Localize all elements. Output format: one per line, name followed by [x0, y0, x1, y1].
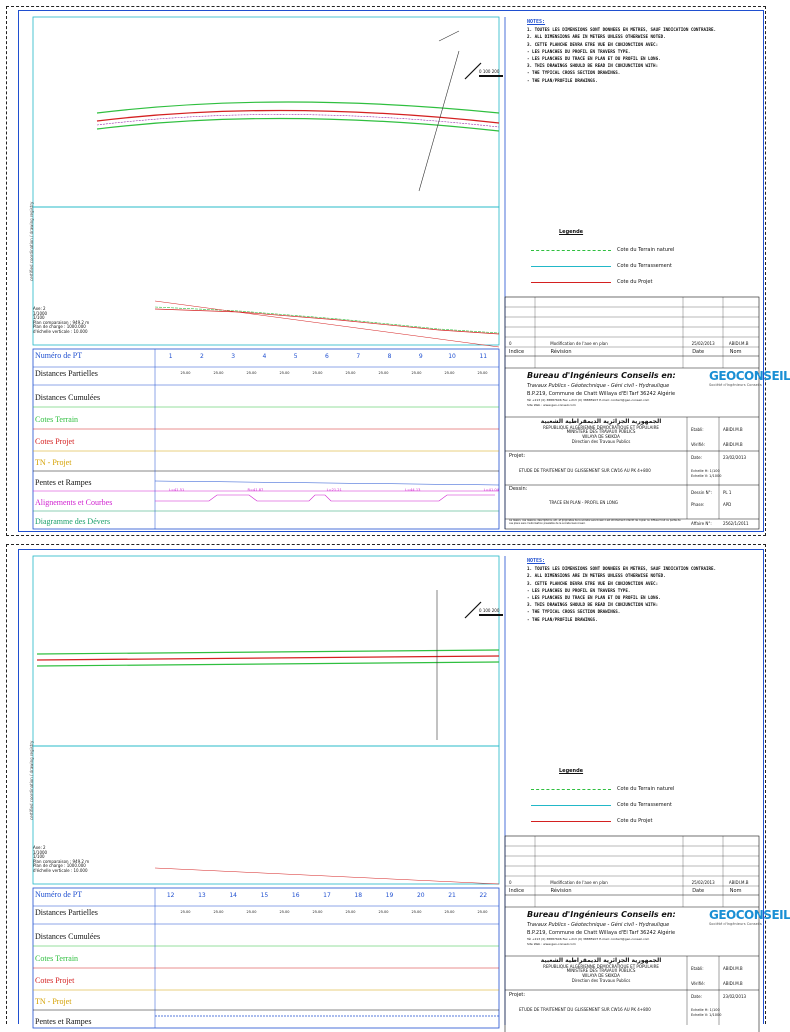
road-edge-right [37, 662, 499, 666]
project-title: ETUDE DE TRAITEMENT DU GLISSEMENT SUR CW16 AU PK 4+800 [519, 468, 651, 473]
point-numbers-2 [155, 892, 499, 899]
legend-item-earthworks: Cote du Terrassement [531, 802, 672, 808]
road-edge-right [97, 118, 499, 131]
row-label-alignments-curves: Alignements et Courbes [35, 498, 113, 507]
notes-block-1: NOTES: 1. TOUTES LES DIMENSIONS SONT DONNEES EN METRES, SAUF INDICATION CONTRAIRE. 2. ALL DIMENSIONS ARE IN METERS UNLESS OTHERWISE NOTED. 3. CETTE PLANCHE DEVRA ETRE VUE EN CONJONCTION AVEC: - LES PLANCHES DU PROFIL EN TRAVERS TYPE. - LES PLANCHES DU TRACE EN PLAN ET DU PROFIL EN LONG. 3. THIS DRAWINGS SHOULD BE READ IN CONJUNCTION WITH: - THE TYPICAL CROSS SECTION DRAWINGS. - THE PLAN/PROFILE DRAWINGS. [527, 19, 767, 84]
drawing-sheet-2 [18, 549, 790, 1026]
drawing-phase-label: Phase: [691, 502, 705, 507]
drawing-affaire-label: Affaire N°: [691, 521, 712, 526]
bureau-address: B.P.219, Commune de Chatt Willaya d'El Tarf 36242 Algérie [527, 930, 676, 936]
point-number: 4 [262, 353, 267, 360]
profile-row-labels-1 [35, 351, 153, 531]
alignment-curve-diagram [155, 495, 495, 501]
row-label-project-elevations: Cotes Projet [35, 437, 75, 446]
point-number: 18 [354, 892, 363, 899]
graphic-scale-label: 0 100 200 [479, 69, 500, 74]
legend-swatch [531, 250, 611, 251]
revision-row: 0 Modification de l'axe en plan 25/02/2013 ABIDI.M.B [509, 880, 749, 885]
project-scale-h: Echelle H: 1/100 [691, 1008, 720, 1012]
scale-box-2: Axe: 2 1/1000 1/100 Plan comparaison : 949.2 m Plan de charge : 1000.000 d'échelle verticale : 10.000 [33, 845, 90, 873]
etabli-value: ABIDI.M.B [723, 427, 743, 432]
point-number: 19 [385, 892, 394, 899]
legend-swatch [531, 805, 611, 806]
row-label-terrain-elevations: Cotes Terrain [35, 415, 79, 424]
row-label-tn-project: TN - Projet [35, 458, 72, 467]
row-label-partial-distances: Distances Partielles [35, 369, 98, 378]
profile-slope-line [155, 868, 499, 884]
drawing-number-label: Dessin N°: [691, 490, 712, 495]
point-number: 9 [418, 353, 423, 360]
bureau-address: B.P.219, Commune de Chatt Willaya d'El Tarf 36242 Algérie [527, 391, 676, 397]
client-block-2: الجمهورية الجزائرية الديمقراطية الشعبية REPUBLIQUE ALGERIENNE DEMOCRATIQUE ET POPULAIRE MINISTERE DES TRAVAUX PUBLICS WILAYA DE SKIKDA Direction des Travaux Publics [540, 957, 662, 983]
legend-swatch [531, 282, 611, 283]
point-number: 2 [199, 353, 204, 360]
drawing-title: TRACE EN PLAN - PROFIL EN LONG [549, 500, 618, 505]
alignment-labels-1: L=41.51 R=41.87 L=21.21 L=44.13 L=41.04 [169, 488, 499, 492]
etabli-field: Etabli: [691, 427, 704, 432]
legend-swatch [531, 266, 611, 267]
point-number: 3 [231, 353, 236, 360]
project-scale-h: Echelle H: 1/100 [691, 469, 720, 473]
project-date-value: 23/02/2013 [723, 994, 747, 999]
bureau-name: Bureau d'Ingénieurs Conseils en: [527, 910, 676, 919]
point-number: 10 [448, 353, 456, 360]
point-number: 7 [356, 353, 361, 360]
road-axis [37, 656, 499, 660]
graphic-scale-bar [479, 75, 503, 77]
row-label-tn-project: TN - Projet [35, 997, 72, 1006]
drawing-number-value: PL 1 [723, 490, 732, 495]
etabli-value: ABIDI.M.B [723, 966, 743, 971]
profile-project-line [155, 309, 499, 334]
legend-item-terrain: Cote du Terrain naturel [531, 247, 674, 253]
verifie-value: ABIDI.M.B [723, 442, 743, 447]
point-number: 16 [291, 892, 300, 899]
project-date-value: 23/02/2013 [723, 455, 747, 460]
row-label-terrain-elevations: Cotes Terrain [35, 954, 79, 963]
point-number: 15 [260, 892, 269, 899]
notes-block-2: NOTES: 1. TOUTES LES DIMENSIONS SONT DONNEES EN METRES, SAUF INDICATION CONTRAIRE. 2. ALL DIMENSIONS ARE IN METERS UNLESS OTHERWISE NOTED. 3. CETTE PLANCHE DEVRA ETRE VUE EN CONJONCTION AVEC: - LES PLANCHES DU PROFIL EN TRAVERS TYPE. - LES PLANCHES DU TRACE EN PLAN ET DU PROFIL EN LONG. 3. THIS DRAWINGS SHOULD BE READ IN CONJUNCTION WITH: - THE TYPICAL CROSS SECTION DRAWINGS. - THE PLAN/PROFILE DRAWINGS. [527, 558, 767, 623]
legend-title: Legende [559, 229, 584, 235]
row-label-superelevation: Diagramme des Dévers [35, 517, 111, 526]
point-numbers-1 [155, 353, 499, 360]
project-date-label: Date: [691, 455, 702, 460]
road-edge-left [37, 650, 499, 654]
point-number: 13 [198, 892, 206, 899]
row-label-project-elevations: Cotes Projet [35, 976, 75, 985]
row-label-slopes-ramps: Pentes et Rampes [35, 478, 92, 487]
row-label-partial-distances: Distances Partielles [35, 908, 98, 917]
sheet-1-side-note: certified coordination / drawing registry [29, 201, 34, 281]
legend-item-project: Cote du Projet [531, 818, 652, 824]
point-number: 8 [387, 353, 392, 360]
point-number: 5 [293, 353, 298, 360]
legend-swatch [531, 821, 611, 822]
row-label-slopes-ramps: Pentes et Rampes [35, 1017, 92, 1026]
drawing-sheet-1 [18, 10, 790, 532]
bureau-site: Site Web : www.geo-conseil.com [527, 942, 576, 946]
bureau-specialties: Travaux Publics - Géotechnique - Géni civil - Hydraulique [527, 383, 670, 389]
legend-item-terrain: Cote du Terrain naturel [531, 786, 674, 792]
etabli-field: Etabli: [691, 966, 704, 971]
geoconseil-logo: GEOCONSEIL Société d'Ingénieurs Conseils [709, 908, 790, 926]
client-block-1: الجمهورية الجزائرية الديمقراطية الشعبية REPUBLIQUE ALGERIENNE DEMOCRATIQUE ET POPULAIRE MINISTERE DES TRAVAUX PUBLICS WILAYA DE SKIKDA Direction des Travaux Publics [540, 418, 662, 444]
bureau-contact: Tél +213 (0) 38887606 Fax +213 (0) 38885907 E-mail: contact@geo-conseil.com [527, 937, 650, 941]
partial-distances-2: 25.00 25.00 25.00 25.00 25.00 25.00 25.00 25.00 25.00 25.00 [180, 910, 488, 914]
revision-row: 0 Modification de l'axe en plan 25/02/2013 ABIDI.M.B [509, 341, 749, 346]
project-title: ETUDE DE TRAITEMENT DU GLISSEMENT SUR CW16 AU PK 4+800 [519, 1007, 651, 1012]
project-scale-v: Echelle V: 1/1000 [691, 1013, 722, 1017]
bureau-site: Site Web : www.geo-conseil.com [527, 403, 576, 407]
legend-title: Legende [559, 768, 584, 774]
copyright-note: Ce dessin, ces dessins, descriptions, etc. et proprietes de la societe Geoconseil il est strictement interdit de copier ou diffuser tout ou partie de ces plans sans l'autorisation prealable de la societe Geoconseil. [509, 519, 681, 525]
verifie-value: ABIDI.M.B [723, 981, 743, 986]
legend-item-earthworks: Cote du Terrassement [531, 263, 672, 269]
row-label-cumulative-distances: Distances Cumulées [35, 932, 101, 941]
graphic-scale-bar [479, 614, 503, 616]
profile-row-labels-2 [35, 890, 153, 1032]
pk-marker [439, 31, 459, 41]
verifie-field: Vérifié: [691, 442, 705, 447]
drawing-label: Dessin: [509, 486, 528, 492]
row-label-point-number: Numéro de PT [35, 890, 83, 899]
notes-title: NOTES: [527, 558, 546, 564]
slope-ramp-line [155, 481, 499, 485]
point-number: 12 [166, 892, 175, 899]
drawing-affaire-value: 2562/1/2011 [723, 521, 749, 526]
point-number: 1 [168, 353, 173, 360]
sheet-2-side-note: certified coordination / drawing registry [29, 740, 34, 820]
road-edge-left [97, 102, 499, 113]
project-date-label: Date: [691, 994, 702, 999]
row-label-cumulative-distances: Distances Cumulées [35, 393, 101, 402]
point-number: 11 [479, 353, 488, 360]
bureau-contact: Tél +213 (0) 38887606 Fax +213 (0) 38885907 E-mail: contact@geo-conseil.com [527, 398, 650, 402]
point-number: 21 [448, 892, 456, 899]
geoconseil-logo: GEOCONSEIL Société d'Ingénieurs Conseils [709, 369, 790, 387]
point-number: 22 [479, 892, 488, 899]
profile-slope-line [155, 301, 499, 347]
bureau-specialties: Travaux Publics - Géotechnique - Géni civil - Hydraulique [527, 922, 670, 928]
section-line [419, 51, 459, 191]
row-label-point-number: Numéro de PT [35, 351, 83, 360]
bureau-name: Bureau d'Ingénieurs Conseils en: [527, 371, 676, 380]
scale-box-1: Axe: 2 1/1000 1/100 Plan comparaison : 949.2 m Plan de charge : 1000.000 d'échelle verticale : 10.000 [33, 306, 90, 334]
point-number: 14 [229, 892, 237, 899]
drawing-phase-value: APD [723, 502, 732, 507]
revision-headers: Indice Révision Date Nom [509, 888, 742, 894]
point-number: 17 [323, 892, 331, 899]
legend-swatch [531, 789, 611, 790]
point-number: 6 [325, 353, 329, 360]
graphic-scale-label: 0 100 200 [479, 608, 500, 613]
verifie-field: Vérifié: [691, 981, 705, 986]
legend-item-project: Cote du Projet [531, 279, 652, 285]
project-scale-v: Echelle V: 1/1000 [691, 474, 722, 478]
project-label: Projet: [509, 453, 526, 459]
partial-distances-1: 25.00 25.00 25.00 25.00 25.00 25.00 25.00 25.00 25.00 25.00 [180, 371, 488, 375]
project-label: Projet: [509, 992, 526, 998]
revision-headers: Indice Révision Date Nom [509, 349, 742, 355]
notes-title: NOTES: [527, 19, 546, 25]
point-number: 20 [416, 892, 425, 899]
